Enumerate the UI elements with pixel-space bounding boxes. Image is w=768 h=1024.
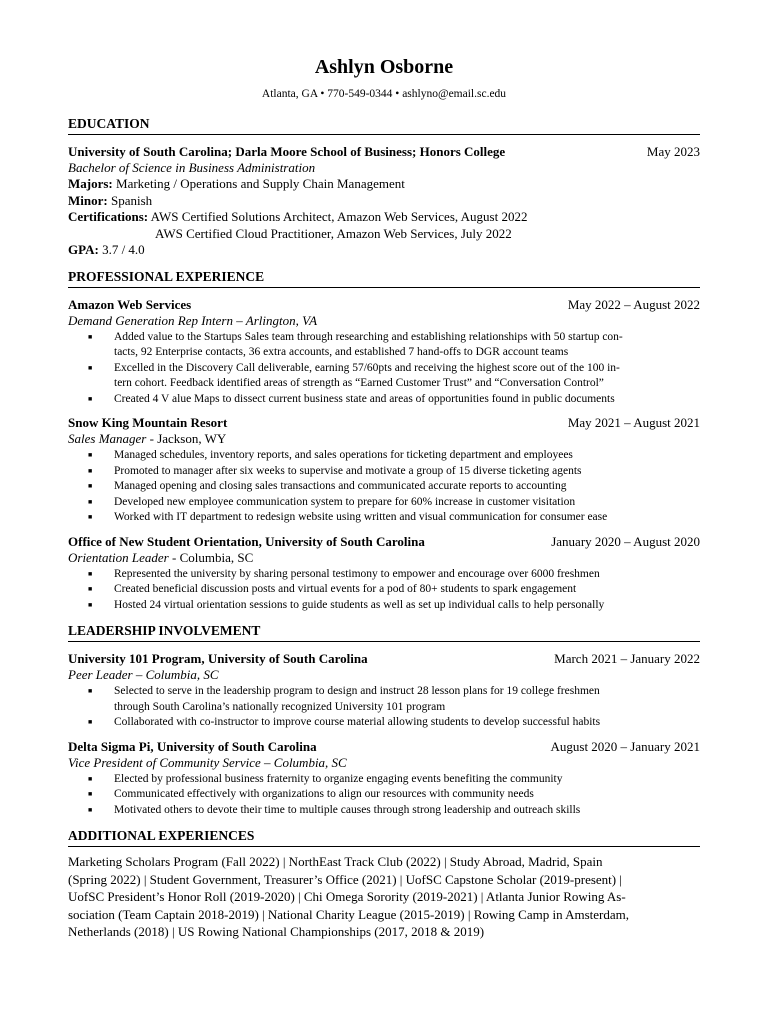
majors-line: Majors: Marketing / Operations and Supply Chain Management [68, 176, 405, 191]
graduation-date: May 2023 [646, 144, 700, 159]
list-item: ■ Created beneficial discussion posts and virtual events for a pod of 80+ students to spark engagement [112, 582, 700, 598]
role: Orientation Leader - Columbia, SC [68, 549, 254, 565]
role: Sales Manager - Jackson, WY [68, 431, 227, 446]
minor-line: Minor: Spanish [68, 192, 153, 208]
date-range: August 2020 – January 2021 [550, 738, 700, 754]
list-item: ■ Managed opening and closing sales transactions and communicated accurate reports to accounting [112, 479, 700, 495]
bullet-icon: ■ [88, 451, 93, 459]
list-item: ■ Promoted to manager after six weeks to supervise and motivate a group of 15 diverse ticketing agents [112, 464, 700, 480]
org-name: Amazon Web Services [68, 296, 192, 312]
bullet-icon: ■ [88, 790, 93, 798]
bullet-list [68, 567, 700, 614]
education-entry [68, 144, 700, 259]
bullet-list [68, 330, 700, 408]
date-range: May 2021 – August 2021 [567, 415, 700, 430]
bullet-icon: ■ [88, 569, 93, 578]
experience-entry-orientation [68, 534, 700, 614]
org-name: Office of New Student Orientation, University of South Carolina [68, 533, 425, 549]
experience-entry-aws [68, 297, 700, 408]
school-name: University of South Carolina; Darla Moore School of Business; Honors College [68, 144, 506, 159]
degree: Bachelor of Science in Business Administration [68, 160, 316, 175]
bullet-list [68, 684, 700, 731]
bullet-icon: ■ [88, 774, 93, 783]
bullet-icon: ■ [88, 600, 93, 609]
bullet-icon: ■ [88, 394, 93, 403]
role: Demand Generation Rep Intern – Arlington, VA [68, 312, 318, 328]
bullet-icon: ■ [88, 482, 93, 490]
list-item: ■ Developed new employee communication system to prepare for 60% increase in customer visitation [112, 495, 700, 511]
bullet-list [68, 772, 700, 819]
list-item: ■ Represented the university by sharing personal testimony to empower and encourage over 6000 freshmen [112, 567, 700, 583]
section-title-additional: ADDITIONAL EXPERIENCES [68, 828, 700, 847]
experience-entry-snow-king [68, 415, 700, 526]
bullet-list [68, 448, 700, 526]
list-item: ■ Managed schedules, inventory reports, and sales operations for ticketing department and employees [112, 448, 700, 464]
list-item: ■ Motivated others to devote their time to multiple causes through strong leadership and outreach skills [112, 803, 700, 819]
list-item: ■ Selected to serve in the leadership program to design and instruct 28 lesson plans for 19 college freshmen through South Carolina’s nationally recognized University 101 program [88, 685, 600, 713]
bullet-icon: ■ [88, 332, 93, 341]
bullet-icon: ■ [88, 466, 93, 475]
org-name: Snow King Mountain Resort [68, 415, 228, 430]
bullet-icon: ■ [88, 805, 93, 814]
bullet-icon: ■ [88, 513, 93, 521]
org-name: Delta Sigma Pi, University of South Carolina [68, 738, 317, 754]
section-title-education: EDUCATION [68, 116, 700, 135]
date-range: May 2022 – August 2022 [567, 296, 700, 312]
bullet-icon: ■ [88, 363, 93, 372]
list-item: ■ Communicated effectively with organizations to align our resources with community needs [112, 787, 700, 803]
role: Peer Leader – Columbia, SC [68, 667, 219, 682]
role: Vice President of Community Service – Columbia, SC [68, 754, 347, 770]
section-title-leadership: LEADERSHIP INVOLVEMENT [68, 623, 700, 642]
list-item: ■ Excelled in the Discovery Call deliverable, earning 57/60pts and receiving the highest score out of the 100 in- tern cohort. Feedback identified areas of strength as “Earned Customer Trust” and “Conversation Control” [88, 361, 620, 389]
org-name: University 101 Program, University of South Carolina [68, 651, 368, 666]
gpa-line: GPA: 3.7 / 4.0 [68, 242, 145, 257]
bullet-icon: ■ [88, 497, 93, 506]
bullet-icon: ■ [88, 687, 93, 695]
section-title-professional: PROFESSIONAL EXPERIENCE [68, 269, 700, 288]
list-item: ■ Worked with IT department to redesign website using written and visual communication for consumer ease [112, 510, 700, 526]
contact-line: Atlanta, GA • 770-549-0344 • ashlyno@email.sc.edu [261, 88, 507, 100]
list-item: ■ Added value to the Startups Sales team through researching and establishing relationships with 50 startup con- tacts, 92 Enterprise contacts, 36 extra accounts, and established 7 hand-offs to DGR account teams [88, 330, 623, 358]
leadership-entry-delta-sigma-pi [68, 739, 700, 819]
date-range: March 2021 – January 2022 [554, 651, 700, 666]
list-item: ■ Hosted 24 virtual orientation sessions to guide students as well as set up individual calls to help personally [112, 598, 700, 614]
candidate-name: Ashlyn Osborne [314, 56, 454, 78]
list-item: ■ Created 4 V alue Maps to dissect current business state and areas of opportunities found in public documents [112, 392, 700, 408]
education-header [68, 144, 700, 160]
certifications-line: Certifications: AWS Certified Solutions Architect, Amazon Web Services, August 2022 [68, 209, 528, 224]
additional-experiences-text: Marketing Scholars Program (Fall 2022) | NorthEast Track Club (2022) | Study Abroad, Madrid, Spain (Spring 2022) | Student Government, Treasurer’s Office (2021) | UofSC Capstone Scholar (2019-present) | UofSC President’s Honor Roll (2019-2020) | Chi Omega Sorority (2019-2021) | Atlanta Junior Rowing As- sociation (Team Captain 2018-2019) | National Charity League (2015-2019) | Rowing Camp in Amsterdam, Netherlands (2018) | US Rowing National Championships (2017, 2018 & 2019) [68, 854, 630, 939]
list-item: ■ Elected by professional business fraternity to organize engaging events benefiting the community [112, 772, 700, 788]
date-range: January 2020 – August 2020 [551, 533, 700, 549]
bullet-icon: ■ [88, 585, 93, 593]
list-item: ■ Collaborated with co-instructor to improve course material allowing students to develop successful habits [112, 715, 700, 731]
certification-2: AWS Certified Cloud Practitioner, Amazon Web Services, July 2022 [155, 225, 512, 241]
leadership-entry-u101 [68, 651, 700, 731]
bullet-icon: ■ [88, 718, 93, 726]
